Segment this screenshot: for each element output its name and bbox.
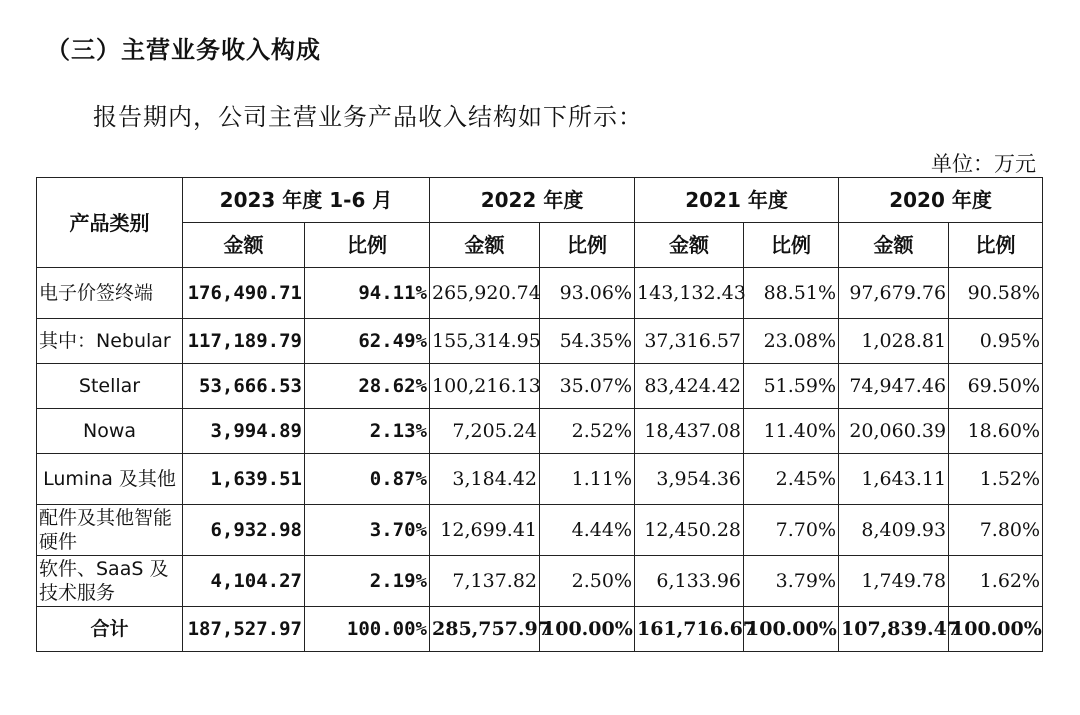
cell-ratio: 3.70% — [305, 505, 430, 556]
cell-ratio: 94.11% — [305, 268, 430, 319]
cell-ratio: 2.19% — [305, 556, 430, 607]
cell-ratio: 54.35% — [540, 319, 635, 364]
table-row — [37, 364, 1043, 409]
cell-ratio: 7.80% — [949, 505, 1043, 556]
cell-amount: 18,437.08 — [635, 409, 744, 454]
cell-amount: 3,954.36 — [635, 454, 744, 505]
cell-amount: 285,757.97 — [430, 607, 540, 652]
revenue-table — [36, 177, 1043, 652]
amount-header: 金额 — [635, 223, 744, 268]
cell-ratio: 90.58% — [949, 268, 1043, 319]
cell-amount: 107,839.47 — [839, 607, 949, 652]
cell-ratio: 4.44% — [540, 505, 635, 556]
unit-label: 单位：万元 — [931, 152, 1036, 176]
ratio-header: 比例 — [744, 223, 839, 268]
cell-ratio: 23.08% — [744, 319, 839, 364]
cell-amount: 143,132.43 — [635, 268, 744, 319]
category-header: 产品类别 — [37, 178, 183, 268]
cell-amount: 100,216.13 — [430, 364, 540, 409]
cell-ratio: 1.62% — [949, 556, 1043, 607]
cell-ratio: 93.06% — [540, 268, 635, 319]
cell-amount: 4,104.27 — [183, 556, 305, 607]
cell-ratio: 28.62% — [305, 364, 430, 409]
amount-header: 金额 — [183, 223, 305, 268]
cell-amount: 20,060.39 — [839, 409, 949, 454]
cell-ratio: 2.52% — [540, 409, 635, 454]
row-category: Nowa — [37, 409, 183, 454]
cell-ratio: 88.51% — [744, 268, 839, 319]
row-category: Lumina 及其他 — [37, 454, 183, 505]
cell-amount: 161,716.67 — [635, 607, 744, 652]
row-category: 合计 — [37, 607, 183, 652]
cell-amount: 3,994.89 — [183, 409, 305, 454]
cell-amount: 83,424.42 — [635, 364, 744, 409]
cell-amount: 176,490.71 — [183, 268, 305, 319]
ratio-header: 比例 — [949, 223, 1043, 268]
cell-amount: 1,643.11 — [839, 454, 949, 505]
cell-amount: 6,932.98 — [183, 505, 305, 556]
cell-ratio: 1.11% — [540, 454, 635, 505]
cell-ratio: 100.00% — [949, 607, 1043, 652]
row-category: 配件及其他智能硬件 — [37, 505, 183, 556]
cell-ratio: 11.40% — [744, 409, 839, 454]
ratio-header: 比例 — [540, 223, 635, 268]
cell-ratio: 7.70% — [744, 505, 839, 556]
cell-amount: 155,314.95 — [430, 319, 540, 364]
cell-ratio: 18.60% — [949, 409, 1043, 454]
cell-amount: 1,028.81 — [839, 319, 949, 364]
period-header: 2020 年度 — [839, 178, 1043, 223]
cell-amount: 12,699.41 — [430, 505, 540, 556]
cell-amount: 12,450.28 — [635, 505, 744, 556]
cell-ratio: 100.00% — [744, 607, 839, 652]
table-row — [37, 319, 1043, 364]
cell-ratio: 1.52% — [949, 454, 1043, 505]
cell-amount: 1,749.78 — [839, 556, 949, 607]
table-row — [37, 409, 1043, 454]
cell-amount: 8,409.93 — [839, 505, 949, 556]
cell-amount: 117,189.79 — [183, 319, 305, 364]
cell-amount: 1,639.51 — [183, 454, 305, 505]
cell-ratio: 2.45% — [744, 454, 839, 505]
intro-paragraph: 报告期内，公司主营业务产品收入结构如下所示： — [93, 103, 643, 131]
cell-ratio: 35.07% — [540, 364, 635, 409]
cell-ratio: 0.95% — [949, 319, 1043, 364]
table-row — [37, 454, 1043, 505]
period-header: 2021 年度 — [635, 178, 839, 223]
section-heading: （三）主营业务收入构成 — [46, 36, 321, 64]
cell-ratio: 62.49% — [305, 319, 430, 364]
row-category: 软件、SaaS 及技术服务 — [37, 556, 183, 607]
cell-amount: 7,205.24 — [430, 409, 540, 454]
cell-amount: 265,920.74 — [430, 268, 540, 319]
ratio-header: 比例 — [305, 223, 430, 268]
cell-amount: 7,137.82 — [430, 556, 540, 607]
cell-ratio: 0.87% — [305, 454, 430, 505]
cell-ratio: 100.00% — [305, 607, 430, 652]
cell-amount: 97,679.76 — [839, 268, 949, 319]
cell-ratio: 2.13% — [305, 409, 430, 454]
row-category: Stellar — [37, 364, 183, 409]
cell-ratio: 2.50% — [540, 556, 635, 607]
cell-amount: 3,184.42 — [430, 454, 540, 505]
cell-ratio: 3.79% — [744, 556, 839, 607]
cell-ratio: 69.50% — [949, 364, 1043, 409]
table-row — [37, 556, 1043, 607]
total-row — [37, 607, 1043, 652]
cell-amount: 6,133.96 — [635, 556, 744, 607]
amount-header: 金额 — [430, 223, 540, 268]
period-header: 2022 年度 — [430, 178, 635, 223]
cell-amount: 74,947.46 — [839, 364, 949, 409]
cell-ratio: 100.00% — [540, 607, 635, 652]
row-category: 其中：Nebular — [37, 319, 183, 364]
period-header: 2023 年度 1-6 月 — [183, 178, 430, 223]
table-row — [37, 268, 1043, 319]
cell-amount: 187,527.97 — [183, 607, 305, 652]
row-category: 电子价签终端 — [37, 268, 183, 319]
table-row — [37, 505, 1043, 556]
amount-header: 金额 — [839, 223, 949, 268]
cell-amount: 53,666.53 — [183, 364, 305, 409]
cell-ratio: 51.59% — [744, 364, 839, 409]
cell-amount: 37,316.57 — [635, 319, 744, 364]
